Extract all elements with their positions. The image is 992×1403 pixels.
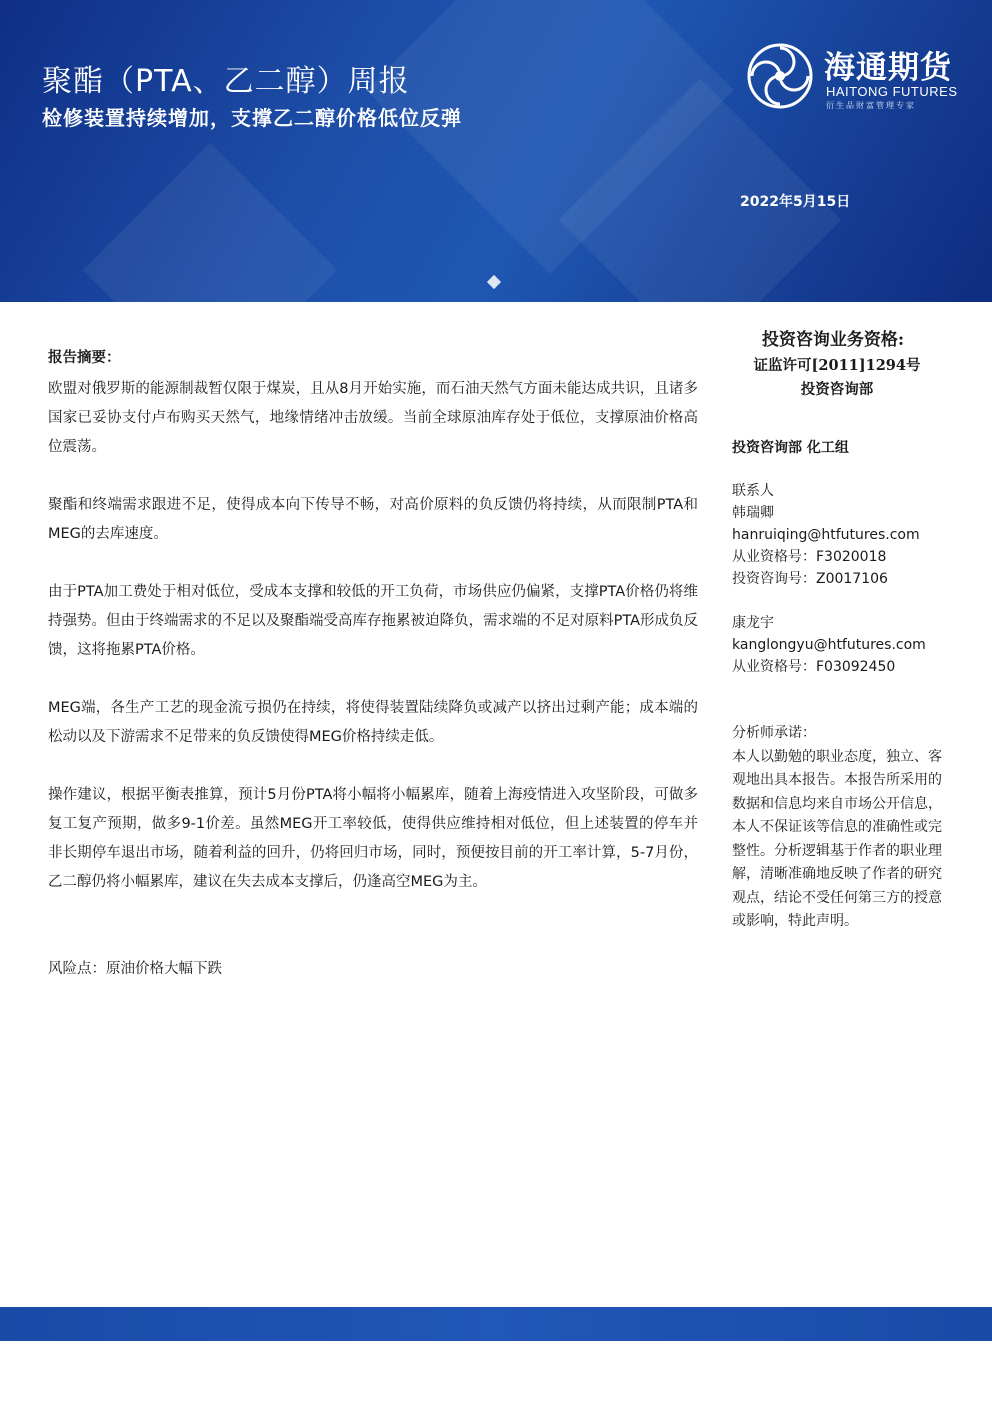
summary-paragraph: 由于PTA加工费处于相对低位，受成本支撑和较低的开工负荷，市场供应仍偏紧，支撑PTA价格仍将维持强势。但由于终端需求的不足以及聚酯端受高库存拖累被迫降负，需求端的不足对原料PTA形成负反馈，这将拖累PTA价格。: [48, 584, 698, 658]
summary-paragraph: 欧盟对俄罗斯的能源制裁暂仅限于煤炭，且从8月开始实施，而石油天然气方面未能达成共识，且诸多国家已妥协支付卢布购买天然气，地缘情绪冲击放缓。当前全球原油库存处于低位，支撑原油价格高位震荡。: [48, 381, 698, 455]
analyst-consult-number: 投资咨询号：Z0017106: [732, 571, 888, 587]
contacts-block: [732, 480, 942, 678]
header-decoration: [83, 143, 338, 302]
risk-point: 风险点：原油价格大幅下跌: [48, 961, 222, 977]
qualification-title: 投资咨询业务资格:: [761, 330, 905, 350]
diamond-icon: [487, 275, 501, 289]
summary-paragraph: 操作建议，根据平衡表推算，预计5月份PTA将小幅将小幅累库，随着上海疫情进入攻坚阶段，可做多复工复产预期，做多9-1价差。虽然MEG开工率较低，使得供应维持相对低位，但上述装置的停车并非长期停车退出市场，随着利益的回升，仍将回归市场，同时，预便按目前的开工率计算，5-7月份，乙二醇仍将小幅累库，建议在失去成本支撑后，仍逢高空MEG为主。: [48, 787, 698, 890]
spacer: [732, 590, 942, 612]
summary-heading: 报告摘要：: [48, 350, 121, 366]
report-summary: [48, 344, 698, 1013]
analyst-practice-number: 从业资格号：F3020018: [732, 549, 887, 565]
report-header-banner: [0, 0, 992, 302]
company-logo: [746, 40, 966, 112]
report-subtitle: 检修装置持续增加，支撑乙二醇价格低位反弹: [42, 106, 462, 130]
logo-name-en: HAITONG FUTURES: [826, 84, 958, 99]
license-number: 证监许可[2011]1294号: [753, 357, 921, 374]
logo-name-cn: 海通期货: [824, 50, 952, 86]
promise-text: 本人以勤勉的职业态度，独立、客观地出具本报告。本报告所采用的数据和信息均来自市场公开信息，本人不保证该等信息的准确性或完整性。分析逻辑基于作者的职业理解，清晰准确地反映了作者的研究观点，结论不受任何第三方的授意或影响，特此声明。: [732, 748, 942, 929]
analyst-promise: [732, 722, 942, 934]
analyst-name: 韩瑞卿: [732, 505, 774, 521]
sidebar: [732, 326, 942, 934]
analyst-email[interactable]: kanglongyu@htfutures.com: [732, 637, 926, 653]
footer-bar: [0, 1307, 992, 1341]
summary-paragraph: 聚酯和终端需求跟进不足，使得成本向下传导不畅，对高价原料的负反馈仍将持续，从而限制PTA和MEG的去库速度。: [48, 497, 699, 542]
department-label: 投资咨询部 化工组: [732, 440, 849, 456]
analyst-name: 康龙宇: [732, 615, 774, 631]
report-date: 2022年5月15日: [740, 194, 851, 210]
analyst-practice-number: 从业资格号：F03092450: [732, 659, 896, 675]
analyst-email[interactable]: hanruiqing@htfutures.com: [732, 527, 920, 543]
haitong-emblem-icon: [746, 42, 814, 110]
logo-slogan: 衍生品财富管理专家: [826, 101, 916, 110]
promise-title: 分析师承诺：: [732, 725, 816, 741]
contact-label: 联系人: [732, 483, 774, 499]
license-dept: 投资咨询部: [800, 381, 874, 398]
report-title: 聚酯（PTA、乙二醇）周报: [42, 64, 410, 99]
summary-paragraph: MEG端，各生产工艺的现金流亏损仍在持续，将使得装置陆续降负或减产以挤出过剩产能；成本端的松动以及下游需求不足带来的负反馈使得MEG价格持续走低。: [48, 700, 698, 745]
